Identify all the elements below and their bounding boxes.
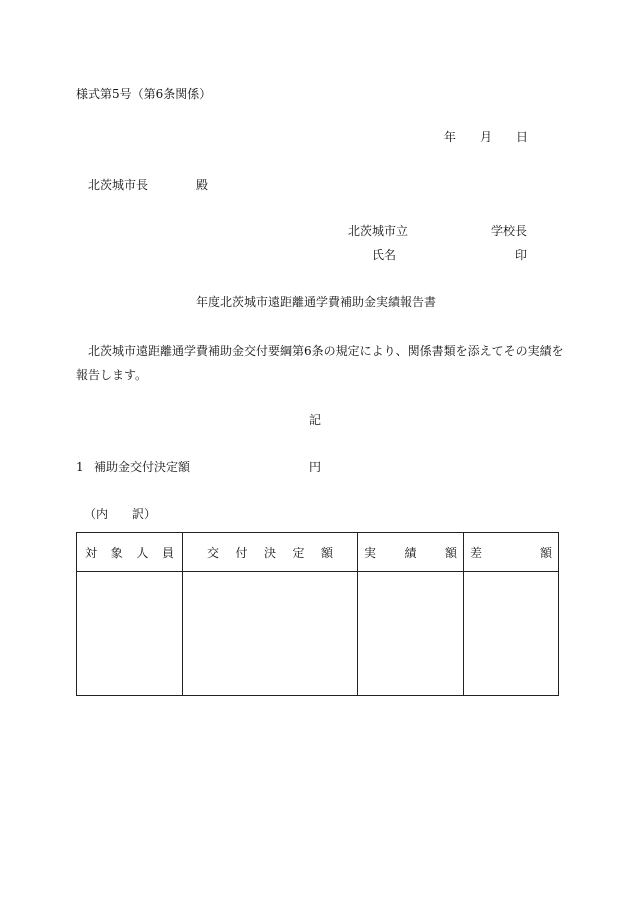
- body-line-2: 報告します。: [76, 368, 148, 382]
- header-char: 績: [404, 545, 417, 560]
- date-year: 年: [444, 130, 457, 144]
- header-difference: [464, 533, 559, 572]
- ki-heading: 記: [309, 413, 322, 427]
- cell-target-persons[interactable]: [77, 572, 183, 696]
- header-char: 額: [539, 545, 552, 560]
- header-char: 象: [110, 545, 123, 560]
- document-title: 年度北茨城市遠距離通学費補助金実績報告書: [196, 295, 437, 309]
- breakdown-label: （内 訳）: [84, 507, 157, 521]
- header-char: 人: [136, 545, 149, 560]
- addressee-honorific: 殿: [196, 178, 209, 192]
- item1-label: 補助金交付決定額: [94, 460, 191, 474]
- header-actual-amount: [358, 533, 464, 572]
- header-char: 額: [444, 545, 457, 560]
- header-char: 員: [161, 545, 174, 560]
- date-month: 月: [480, 130, 493, 144]
- sender-seal: 印: [515, 248, 528, 262]
- header-char: 定: [292, 545, 305, 560]
- cell-decided-amount[interactable]: [183, 572, 358, 696]
- sender-name-label: 氏名: [372, 248, 397, 262]
- header-char: 決: [263, 545, 276, 560]
- item1-number: 1: [76, 460, 84, 474]
- header-char: 実: [364, 545, 377, 560]
- addressee-title: 北茨城市長: [88, 178, 149, 192]
- header-char: 交: [207, 545, 220, 560]
- header-char: 付: [235, 545, 248, 560]
- form-number: 様式第5号（第6条関係）: [76, 87, 212, 101]
- table-header-row: [77, 533, 559, 572]
- header-target-persons: [77, 533, 183, 572]
- cell-actual-amount[interactable]: [358, 572, 464, 696]
- header-char: 額: [320, 545, 333, 560]
- date-day: 日: [516, 130, 529, 144]
- sender-school-suffix: 学校長: [491, 224, 528, 238]
- body-line-1: 北茨城市遠距離通学費補助金交付要綱第6条の規定により、関係書類を添えてその実績を: [88, 344, 564, 358]
- cell-difference[interactable]: [464, 572, 559, 696]
- item1-unit: 円: [309, 460, 322, 474]
- breakdown-table: [76, 532, 559, 696]
- header-char: 差: [470, 545, 483, 560]
- header-char: 対: [85, 545, 98, 560]
- sender-school-prefix: 北茨城市立: [348, 224, 409, 238]
- table-row: [77, 572, 559, 696]
- header-decided-amount: [183, 533, 358, 572]
